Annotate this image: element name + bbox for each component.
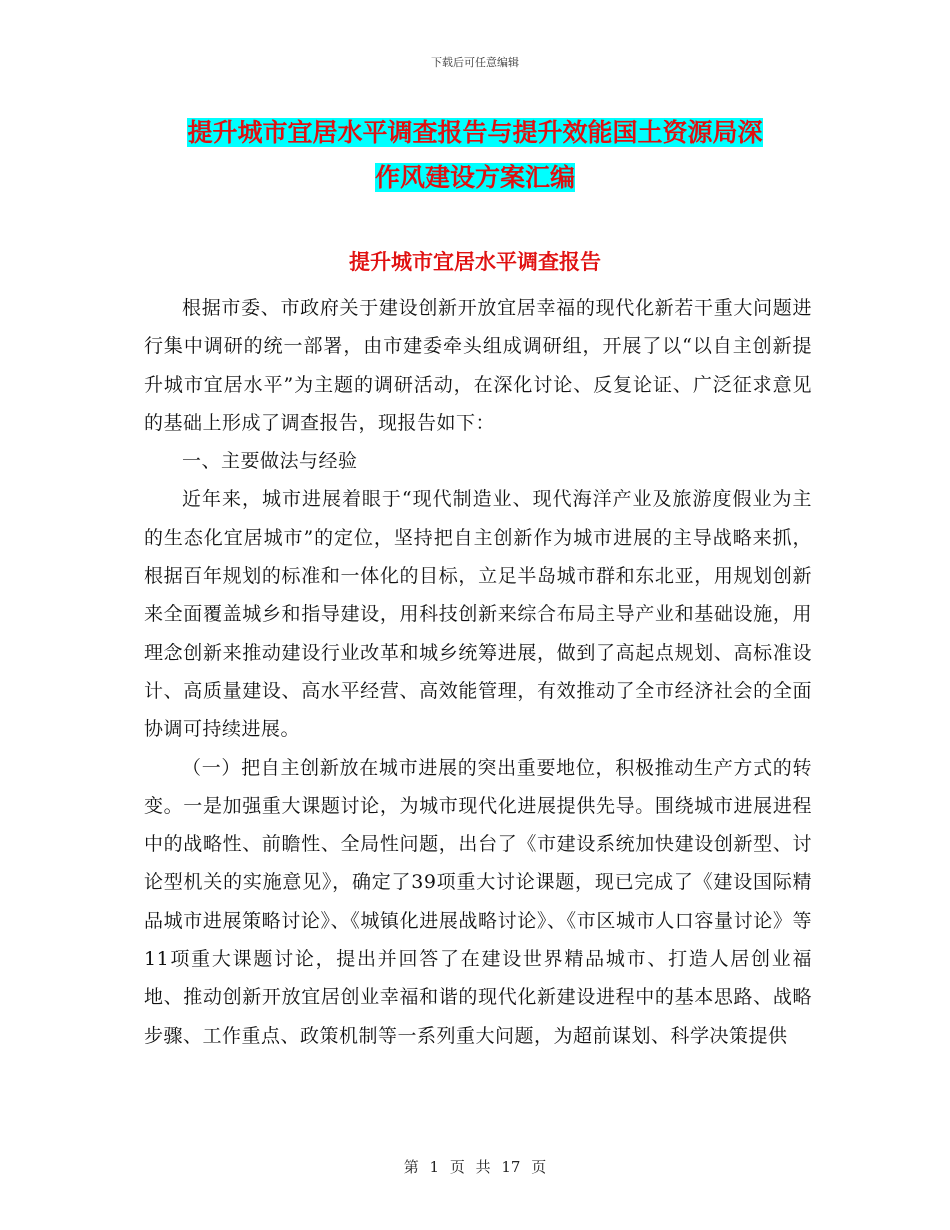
page-footer: 第 1 页 共 17 页 (403, 1158, 547, 1176)
document-title-line-1: 提升城市宜居水平调查报告与提升效能国土资源局深 (187, 118, 763, 147)
paragraph-subheading: 一、主要做法与经验 (182, 450, 358, 473)
document-title-line-2: 作风建设方案汇编 (374, 163, 575, 192)
section-heading: 提升城市宜居水平调查报告 (349, 249, 601, 274)
paragraph-item-1: （一）把自主创新放在城市进展的突出重要地位，积极推动生产方式的转变。一是加强重大课题讨论，为城市现代化进展提供先导。围绕城市进展进程中的战略性、前瞻性、全局性问题，出台了《市建设系统加快建设创新型、讨论型机关的实施意见》，确定了39项重大讨论课题，现已完成了《建设国际精品城市进展策略讨论》、《城镇化进展战略讨论》、《市区城市人口容量讨论》等11项重大课题讨论，提出并回答了在建设世界精品城市、打造人居创业福地、推动创新开放宜居创业幸福和谐的现代化新建设进程中的基本思路、战略步骤、工作重点、政策机制等一系列重大问题，为超前谋划、科学决策提供 (144, 756, 812, 1047)
paragraph-overview: 近年来，城市进展着眼于“现代制造业、现代海洋产业及旅游度假业为主的生态化宜居城市”的定位，坚持把自主创新作为城市进展的主导战略来抓，根据百年规划的标准和一体化的目标，立足半岛城市群和东北亚，用规划创新来全面覆盖城乡和指导建设，用科技创新来综合布局主导产业和基础设施，用理念创新来推动建设行业改革和城乡统筹进展，做到了高起点规划、高标准设计、高质量建设、高水平经营、高效能管理，有效推动了全市经济社会的全面协调可持续进展。 (144, 488, 812, 741)
page-header-note: 下载后可任意编辑 (431, 56, 519, 69)
document-title (0, 110, 950, 200)
paragraph-intro: 根据市委、市政府关于建设创新开放宜居幸福的现代化新若干重大问题进行集中调研的统一部署，由市建委牵头组成调研组，开展了以“以自主创新提升城市宜居水平”为主题的调研活动，在深化讨论、反复论证、广泛征求意见的基础上形成了调查报告，现报告如下： (144, 297, 812, 434)
body-text (144, 289, 812, 1055)
